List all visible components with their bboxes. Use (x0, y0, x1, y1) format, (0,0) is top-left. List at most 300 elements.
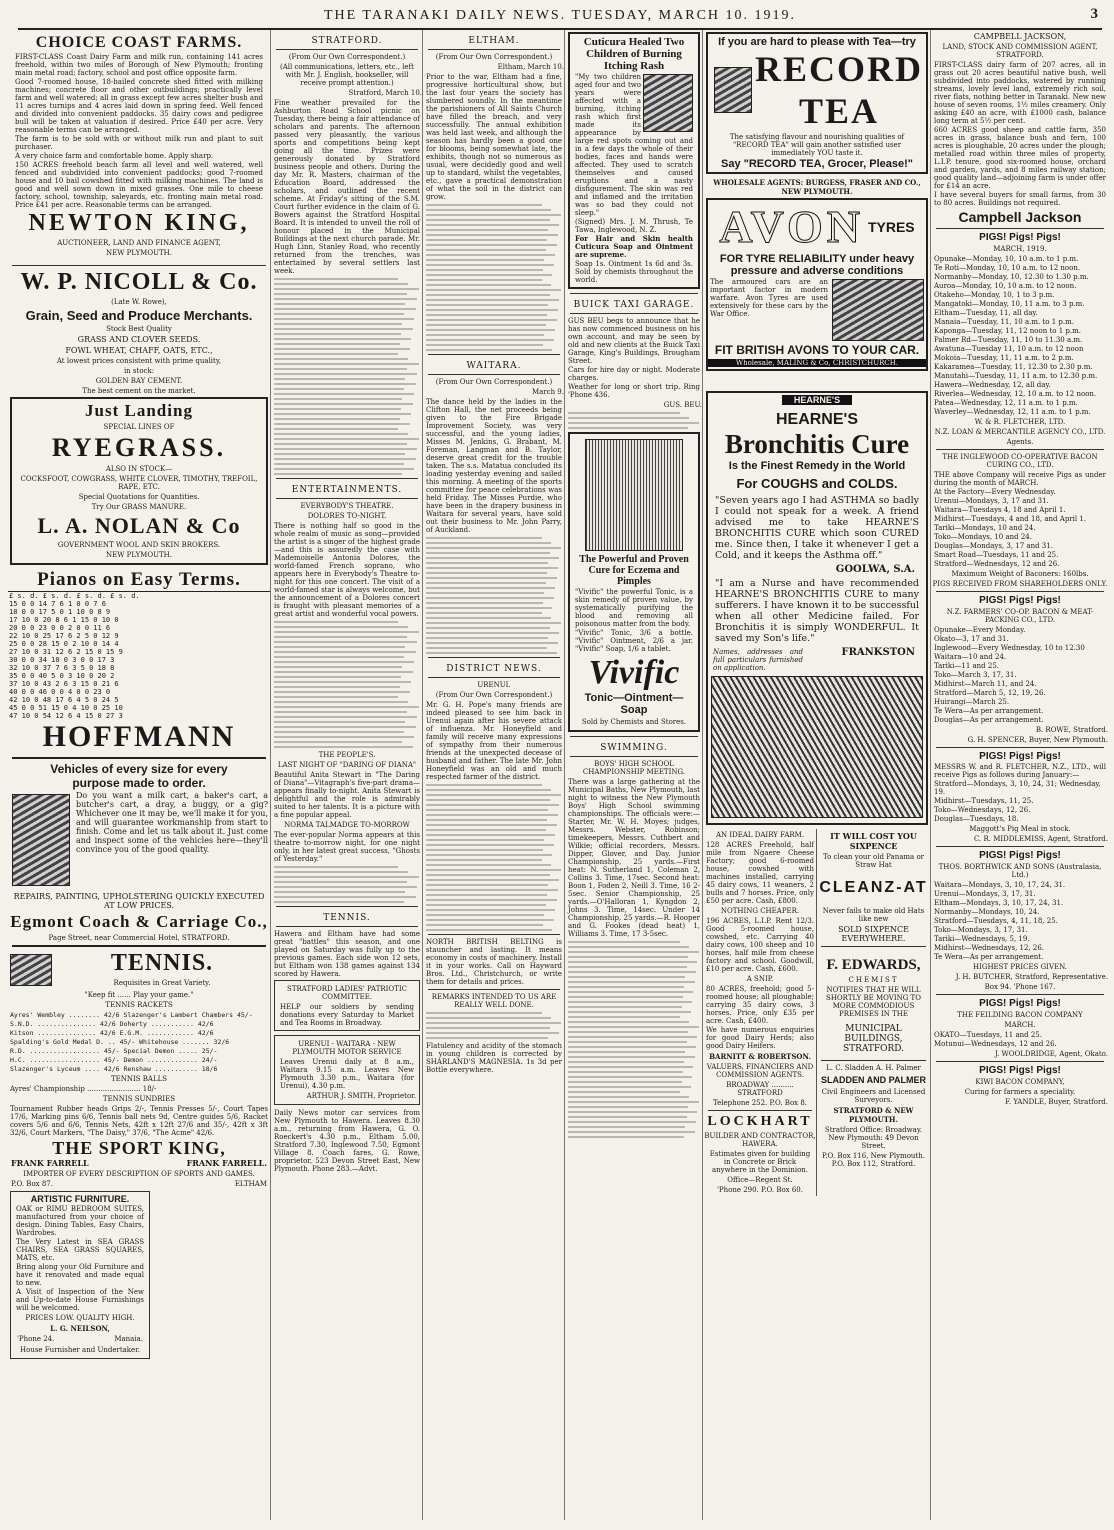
spacer (706, 375, 928, 389)
buick-cars: Cars for hire day or night. Moderate charges. (568, 366, 700, 382)
cuticura-body: "My two children aged four and two years were affected with a burning, itching rash which first made its appearance by large red spots coming out and in a few days the whole of their bodies, faces and hands were affected. They used to scratch themselves and caused eruptions and a nasty disfigurement. The skin was red and inflamed and the irritation was so bad they could not sleep." (575, 73, 693, 217)
artistic-prices: PRICES LOW. QUALITY HIGH. (25, 1314, 135, 1322)
right-ads-stack (817, 829, 930, 1196)
piano-price-cell: 40 0 0 46 0 0 4 0 0 23 0 (9, 688, 111, 696)
pigs-heading-5: PIGS! Pigs! Pigs! (979, 998, 1061, 1009)
sladden-title: SLADDEN AND PALMER (821, 1075, 926, 1085)
eltham-body: Prior to the war, Eltham had a fine, progressive horticultural show, but the last four years the society has slumbered soundly. In the meantime the parishioners of All Saints Church have filled the breach, and very successfully. The annual exhibition was held last week, and although the season has hardly been a good one for blooms, being somewhat late, the exhibits, though not so numerous as usual, were decidedly good and well up to standard, whilst the vegetables, etc., gave a practical demonstration of what the soil in the district can grow. (426, 73, 562, 201)
nicoll-name: W. P. NICOLL & Co. (20, 269, 258, 295)
buick-space (568, 412, 700, 429)
cleanzat-sold: SOLD SIXPENCE EVERYWHERE. (838, 925, 909, 943)
column-6 (932, 30, 1108, 1520)
cuticura-ad (568, 32, 700, 289)
racket-row: H.C. .................. 45/- Demon ............. 24/- (10, 1056, 218, 1064)
tennis-requisites: Requisites in Great Variety. (113, 979, 211, 987)
tennis-racket-illustration (10, 954, 52, 986)
cuticura-foot: For Hair and Skin health Cuticura Soap and Ointment are supreme. (575, 234, 693, 259)
urenui-motor-heading: URENUI - WAITARA - NEW PLYMOUTH MOTOR SERVICE (292, 1040, 402, 1056)
landing-title: Just Landing (85, 401, 193, 420)
piano-price-table (8, 592, 270, 720)
schedule-item: Eltham—Tuesday, 11, all day. (934, 309, 1038, 317)
schedule-item: Douglas—Tuesdays, 18. (934, 815, 1019, 823)
hearnes-title: HEARNE'S (775, 411, 859, 428)
yandle-sign: F. YANDLE, Buyer, Stratford. (1005, 1098, 1108, 1106)
column-4 (566, 30, 703, 1520)
ryegrass-title: RYEGRASS. (51, 433, 227, 462)
record-logo: RECORD TEA (754, 49, 923, 131)
nicoll-market: The best cement on the market. (82, 387, 196, 395)
schedule-item: Te Wera—As per arrangement. (934, 953, 1044, 961)
children-illustration (643, 74, 693, 132)
nicoll-ad (8, 269, 270, 395)
tennis-news-heading: TENNIS. (323, 913, 371, 923)
piano-price-cell: 35 0 0 40 5 0 3 10 0 20 2 (9, 672, 115, 680)
sixpence-heading: IT WILL COST YOU SIXPENCE (830, 831, 917, 851)
racket-row: R.D. .................. 45/- Special Demon ..... 25/- (10, 1047, 218, 1055)
eltham-body-continued (426, 204, 562, 351)
pigs-heading-1: PIGS! Pigs! Pigs! (979, 232, 1061, 243)
column-3 (424, 30, 565, 1520)
swim-continued (568, 941, 700, 1138)
daily-news-motor: Daily News motor car services from New Plymouth to Hawera. Leaves 8.30 a.m., returning from Hawera, G. O. Roeckert's 4.30 p.m., Eltham 5.00, Stratford 7.30, Inglewood 7.50, Egmont Village 8. Coach fares, G. Rowe, proprietor, 523 Devon Street East, New Plymouth. Phone 283.—Advt. (274, 1109, 420, 1173)
sladden-names: L. C. Sladden A. H. Palmer (826, 1064, 921, 1072)
page-number: 3 (1090, 6, 1098, 22)
neilson-phone: 'Phone 24. (17, 1335, 55, 1343)
norma-body: The ever-popular Norma appears at this theatre to-morrow night, for one night only, in her latest great success, "Ghosts of Yesterday." (274, 831, 420, 863)
middlemiss-sign: C. R. MIDDLEMISS, Agent, Stratford. (973, 835, 1108, 843)
stratford-body: Fine weather prevailed for the Ashburton Road School picnic on Tuesday, there being a fair attendance of scholars and parents. The afternoon passed very pleasantly, the various sports and competitions being kept going all the time. Prizes were generously donated by Stratford business people and others. During the day Mr. R. Masters, chairman of the Education Board, addressed the scholars, and outlined the recent scheme. At Friday's sitting of the S.M. Court further evidence in the claim of G. Bowers against the Stratford Hospital Board. It is intended to unveil the roll of honour placed in the Municipal Buildings at the next church parade. Mr. Hugh Linn, Stanley Road, who recently returned from the trenches, was entertained by several settlers last week. (274, 99, 420, 275)
hearnes-testimonial-1: "Seven years ago I had ASTHMA so badly I could not speak for a week. A friend advised me to take HEARNE'S BRONCHITIS CURE which soon CURED me. Since then, I take it whenever I get a Cold, and it keeps the Asthma off." (715, 495, 919, 561)
choice-coast-farms-ad (10, 32, 268, 261)
fletcher-heading: W. & R. FLETCHER, LTD. (974, 418, 1066, 426)
edwards-chemist: CHEMIST (848, 976, 899, 984)
boys-heading: BOYS' HIGH SCHOOL CHAMPIONSHIP MEETING. (582, 760, 686, 776)
schedule-item: Stratford—Mondays, 3, 10, 24, 31; Wednesday, 19. (934, 780, 1101, 796)
artistic-text-2: The Very Latest in SEA GRASS CHAIRS, SEA GRASS SQUARES, MATS, etc. (16, 1238, 144, 1262)
schedule-item: Waverley—Wednesday, 12, 11 a.m. to 1 p.m. (934, 408, 1091, 416)
tennis-ad (8, 950, 270, 1189)
schedule-item: Kaponga—Tuesday, 11, 12 noon to 1 p.m. (934, 327, 1081, 335)
kiwi-heading: KIWI BACON COMPANY, (975, 1078, 1065, 1086)
lockhart-phone: 'Phone 290. P.O. Box 60. (716, 1186, 803, 1194)
artistic-text: OAK or RIMU BEDROOM SUITES, manufactured from your choice of design. Dining Tables, Easy Chairs, Wardrobes. (16, 1205, 144, 1237)
column-5 (704, 30, 931, 1520)
fletcher-notice: MESSRS W. and R. FLETCHER, N.Z., LTD., will receive Pigs as follows during January:— (934, 763, 1106, 779)
schedule-item: Midhirst—Tuesdays, 11, 25. (934, 797, 1034, 805)
schedule-item: Opunake—Every Monday. (934, 626, 1026, 634)
piano-price-cell: 27 10 0 31 12 6 2 15 0 15 9 (9, 648, 123, 656)
buick-sign: GUS. BEU. (663, 401, 702, 409)
farrell-right: FRANK FARRELL. (186, 1158, 267, 1168)
vivific-ad (568, 432, 700, 732)
schedule-item: Tariki—Mondays, 10 and 24. (934, 524, 1036, 532)
barnitt-valuers: VALUERS, FINANCIERS AND COMMISSION AGENTS. (706, 1063, 814, 1079)
edwards-municipal: MUNICIPAL BUILDINGS, STRATFORD. (842, 1024, 905, 1054)
landing-also: ALSO IN STOCK— (105, 465, 173, 473)
schedule-item: Midhirst—Tuesdays, 4 and 18, and April 1. (934, 515, 1087, 523)
nolan-sub: GOVERNMENT WOOL AND SKIN BROKERS. (57, 541, 221, 549)
schedule-item: Eltham—Mondays, 3, 10, 17, 24, 31. (934, 899, 1064, 907)
piano-price-row (8, 664, 270, 672)
norma-heading: NORMA TALMADGE TO-MORROW (284, 821, 410, 829)
tennis-title: TENNIS. (110, 950, 214, 976)
artistic-text-3: Bring along your Old Furniture and have it renovated and made equal to new. (16, 1263, 144, 1287)
piano-price-cell: 22 10 0 25 17 6 2 5 0 12 9 (9, 632, 119, 640)
remarks-continued (426, 1012, 562, 1039)
choice-farms-title: CHOICE COAST FARMS. (35, 34, 243, 51)
schedule-item: Tariki—Wednesdays, 5, 19. (934, 935, 1030, 943)
stratford-note: (All communications, letters, etc., left with Mr. J. English, bookseller, will receive prompt attention.) (280, 63, 414, 87)
vivific-logo: Vivific (588, 654, 680, 691)
woman-illustration (585, 439, 683, 551)
schedule-item: Midhirst—Wednesdays, 12, 26. (934, 944, 1045, 952)
schedule-item: Douglas—Mondays, 3, 17 and 31. (934, 542, 1053, 550)
maggots-meal: Maggott's Pig Meal in stock. (969, 825, 1071, 833)
nzloan-heading: N.Z. LOAN & MERCANTILE AGENCY CO., LTD. (934, 428, 1106, 436)
entertainments-heading: ENTERTAINMENTS. (291, 485, 403, 495)
nicoll-instock: in stock: (123, 367, 155, 375)
record-agents: WHOLESALE AGENTS: BURGESS, FRASER AND CO., NEW PLYMOUTH. (713, 178, 921, 196)
frankston-sign: FRANKSTON (841, 647, 915, 658)
piano-price-cell: 30 0 0 34 10 0 3 0 0 17 3 (9, 656, 115, 664)
piano-price-cell: 17 10 0 20 8 6 1 15 0 10 0 (9, 616, 119, 624)
schedule-item: Stratford—Wednesdays, 12 and 26. (934, 560, 1060, 568)
hoffmann-name: HOFFMANN (42, 720, 236, 753)
sladden-addr: Stratford Office: Broadway. New Plymouth: 49 Devon Street. (824, 1126, 923, 1150)
schedule-item: Toko—Mondays, 3, 17, 31. (934, 926, 1028, 934)
urenui-motor-ad (274, 1035, 420, 1105)
nicoll-stock: Stock Best Quality (106, 325, 172, 333)
piano-price-row (8, 600, 270, 608)
kiwi-body: Curing for farmers a speciality. (964, 1088, 1076, 1096)
newton-king-city: NEW PLYMOUTH. (106, 249, 172, 257)
tennis-news-body: Hawera and Eltham have had some great "battles" this season, and one played on Saturday was fully up to the previous games. Each side won 12 sets, but Eltham won 138 games against 134 scored by Hawera. (274, 930, 420, 978)
patriotic-ad (274, 980, 420, 1031)
coughs-colds: For COUGHS and COLDS. (736, 476, 898, 491)
spencer-sign: G. H. SPENCER, Buyer, New Plymouth. (967, 736, 1108, 744)
campbell-body-3: I have several buyers for small farms, from 30 to 80 acres. Buildings not required. (934, 191, 1106, 207)
schedule-item: Mangatoki—Monday, 10, 11 a.m. to 3 p.m. (934, 300, 1085, 308)
schedule-item: Urenui—Mondays, 3, 17, 31. (934, 890, 1036, 898)
max-weight: Maximum Weight of Baconers: 160lbs. (951, 570, 1089, 578)
avon-agents: Wholesale, MALING & Co, CHRISTCHURCH. (708, 359, 926, 367)
borthwick-heading: THOS. BORTHWICK AND SONS (Australasia, Ltd.) (938, 863, 1102, 879)
schedule-item: Manaia—Tuesday, 11, 10 a.m. to 1 p.m. (934, 318, 1074, 326)
schedule-item: Waitara—10 and 24. (934, 653, 1007, 661)
waitara-corr: (From Our Own Correspondent.) (435, 378, 553, 386)
vivific-headline: The Powerful and Proven Cure for Eczema and Pimples (579, 554, 689, 587)
hearnes-tag: HEARNE'S (782, 395, 852, 405)
farrell-importer: IMPORTER OF EVERY DESCRIPTION OF SPORTS AND GAMES. (23, 1170, 255, 1178)
schedule-item: Toko—Mondays, 10 and 24. (934, 533, 1032, 541)
campbell-body-2: 660 ACRES good sheep and cattle farm, 350 acres in grass, balance bush and fern, 100 acres is ploughable, 20 acres under the plough; metalled road within three miles of property, L.I.P. tenure, good six-roomed house, orchard and garden, yards, and 8 miles railway station; good quality land—adjoining farm is under offer for £14 an acre. (934, 126, 1106, 190)
piano-price-row (8, 624, 270, 632)
farrell-box: P.O. Box 87. (11, 1180, 53, 1188)
cleanzat-never: Never fails to make old Hats like new (822, 907, 925, 923)
sladden-box: P.O. Box 116, New Plymouth. P.O. Box 112, Stratford. (822, 1152, 925, 1168)
pig-schedule-2 (932, 488, 1108, 568)
wooldridge-sign: J. WOOLDRIDGE, Agent, Okato. (994, 1050, 1108, 1058)
choice-text-4: A very choice farm and comfortable home. Apply sharp. (15, 152, 214, 160)
landing-quotations: Special Quotations for Quantities. (78, 493, 200, 501)
choice-text-1: FIRST-CLASS Coast Dairy Farm and milk run, containing 141 acres freehold, within two miles of Borough of New Plymouth; fronting main metal road; factory, school and post office opposite farm. (15, 53, 263, 77)
campbell-sub: LAND, STOCK AND COMMISSION AGENT, STRATFORD. (942, 43, 1098, 59)
lockhart-sub: BUILDER AND CONTRACTOR, HAWERA. (704, 1132, 816, 1148)
pigs-heading-6: PIGS! Pigs! Pigs! (979, 1065, 1061, 1076)
vehicles-ad (8, 762, 270, 942)
racket-row: Slazenger's Lyceum .... 42/6 Renshaw ........... 18/6 (10, 1065, 218, 1073)
swim-body: There was a large gathering at the Municipal Baths, New Plymouth, last night to witness the New Plymouth Boys' High School swimming championships. The officials were:—Starter, Mr. W. H. Moyes; judges, Messrs. Webster, Robinson; timekeepers, Messrs. Cuthbert and Wilkie; official recorders, Messrs. Dipper, Glover, and Day. Junior Championship, 25 yards.—First heat: N. Sutherland 1, Coleman 2, Collins 3. Time, 17sec. Second heat: Boon 1, Foden 2, Neill 3. Time, 16 2-5sec. Senior Championship, 25 yards.—O'Halloran 1, Kyngdon 2, Johns 3. Time, 14sec. Under 14 Championship, 25 yards.—R. Hooper and G. Fookes (dead heat) 1, Williams 3. Time, 17 3-5sec. (568, 778, 700, 938)
schedule-item: Douglas—As per arrangement. (934, 716, 1044, 724)
goolwa-sign: GOOLWA, S.A. (835, 564, 915, 575)
schedule-item: Hawera—Wednesday, 12, all day. (934, 381, 1051, 389)
piano-price-cell: 42 10 0 48 17 6 4 5 0 24 5 (9, 696, 119, 704)
district-news-heading: DISTRICT NEWS. (446, 664, 542, 674)
neilson-name: L. G. NEILSON, (50, 1324, 110, 1333)
record-say: Say "RECORD TEA, Grocer, Please!" (720, 158, 913, 170)
masthead-title: THE TARANAKI DAILY NEWS. TUESDAY, MARCH 10. 1919. (323, 8, 797, 23)
nolan-name: L. A. NOLAN & Co (37, 513, 241, 538)
pianos-ad (8, 569, 270, 754)
urenui-news-heading: URENUI. (477, 681, 511, 689)
piano-price-cell: 45 0 0 51 15 0 4 10 0 25 10 (9, 704, 123, 712)
vehicle-illustration (12, 794, 70, 886)
nicoll-late: (Late W. Rowe), (111, 298, 167, 306)
nzloan-agents: Agents. (1006, 438, 1034, 446)
schedule-item: Awatuna—Tuesday 11, 10 a.m. to 12 noon (934, 345, 1084, 353)
dolores-body-continued (274, 621, 420, 748)
urenui-motor-body: Leaves Urenui daily at 8 a.m., Waitara 9.15 a.m. Leaves New Plymouth 3.30 p.m., Waitara (for Urenui), 4.30 p.m. (280, 1058, 414, 1090)
lockhart-estimates: Estimates given for building in Concrete or Brick anywhere in the Dominion. (709, 1150, 811, 1174)
waitara-body: The dance held by the ladies in the Clifton Hall, the net proceeds being given to the Fire Brigade Improvement Society, was very successful, and the young ladies, Misses M. Jenkins, G. Brabant, M. Foreman, Langman and B. Taylor, deserve great credit for the trouble taken. The s.s. Matatua concluded its loading yesterday evening and sailed this morning. A meeting of the sports committee for peace celebrations was held Friday. The Misses Purdie, who have been in the drapery business in Waitara for several years, have sold out their business to Mr. John Parry, of Auckland. (426, 398, 562, 534)
pigs-heading-3: PIGS! Pigs! Pigs! (979, 751, 1061, 762)
choice-text-2: Good 7-roomed house, 18-bailed concrete shed fitted with milking machines; concrete floor and other outbuildings; practically level farm and well watered; all in grass except few acres shelter bush and 11 acres turnips and 4 acres laid down in spring feed. Well fenced and divided into convenient paddocks. 35 dairy cows and pedigree bull will be taken at valuation if desired. Price £40 per acre. Very reasonable terms can be arranged. (15, 78, 263, 134)
inglewood-body: THE above Company will receive Pigs as under during the month of MARCH. (934, 471, 1106, 487)
waitara-heading: WAITARA. (466, 361, 522, 371)
piano-price-cell: 32 10 0 37 7 6 3 5 0 18 8 (9, 664, 115, 672)
column-2 (272, 30, 423, 1520)
newton-king-sub: AUCTIONEER, LAND AND FINANCE AGENT, (57, 239, 221, 247)
piano-price-row (8, 648, 270, 656)
eltham-heading: ELTHAM. (468, 36, 520, 46)
nothing-heading: NOTHING CHEAPER. (720, 907, 800, 915)
schedule-item: Normanby—Monday, 10, 12.30 to 1.30 p.m. (934, 273, 1089, 281)
hearnes-testimonial-2: "I am a Nurse and have recommended HEARNE'S BRONCHITIS CURE to many sufferers. I have known it to be successful when all other Medicine failed. For Bronchitis it is simply WONDERFUL. It saved my Son's life." (715, 578, 919, 644)
just-landing-ad (10, 397, 268, 565)
piano-price-cell: 37 10 0 43 2 6 3 15 0 21 6 (9, 680, 119, 688)
pig-schedule-1 (932, 255, 1108, 416)
highest-prices: HIGHEST PRICES GIVEN. (972, 963, 1068, 971)
piano-price-cell: 47 10 0 54 12 6 4 15 0 27 3 (9, 712, 123, 720)
pig-schedule-6 (932, 1031, 1108, 1048)
nurse-illustration (711, 676, 923, 818)
piano-price-row (8, 632, 270, 640)
farrell-left: FRANK FARRELL (11, 1158, 89, 1168)
nicoll-prices: At lowest prices consistent with prime quality, (56, 357, 222, 365)
campbell-body: FIRST-CLASS dairy farm of 207 acres, all in grass out 20 acres beautiful native bush, well subdivided into paddocks, watered by running streams, lovely level land, extremely rich soil, river flats, nothing better in Taranaki. New new house of seven rooms, 1½ miles creamery. Only asking £40 an acre, with £1000 cash, balance long term at 5½ per cent. (934, 61, 1106, 125)
bronchitis-title: Bronchitis Cure (724, 429, 910, 459)
racket-row: Spalding's Gold Medal D. .. 45/- Whitehouse ....... 32/6 (10, 1038, 230, 1046)
neilson-town: Manaia. (114, 1335, 143, 1343)
eltham-corr: (From Our Own Correspondent.) (435, 53, 553, 61)
nicoll-tagline: Grain, Seed and Produce Merchants. (25, 308, 253, 323)
edwards-notifies: NOTIFIES THAT HE WILL SHORTLY BE MOVING TO MORE COMMODIOUS PREMISES IN THE (826, 986, 921, 1018)
piano-price-row (8, 592, 270, 600)
pigs-heading-2: PIGS! Pigs! Pigs! (979, 595, 1061, 606)
snip-heading: A SNIP. (746, 975, 774, 983)
choice-text-3: The farm is to be sold with or without milk run and plant to suit purchaser. (15, 135, 263, 151)
masthead (18, 6, 1102, 30)
schedule-item: Stratford—March 5, 12, 19, 26. (934, 689, 1046, 697)
record-tea-ad (706, 32, 928, 174)
barnitt-telephone: Telephone 252. P.O. Box 8. (712, 1099, 808, 1107)
piano-price-row (8, 704, 270, 712)
cuticura-samples: Soap 1s. Ointment 1s 6d and 3s. Sold by chemists throughout the world. (575, 260, 693, 284)
avon-logo: AVON (719, 201, 864, 252)
nicoll-cement: GOLDEN BAY CEMENT. (95, 377, 183, 385)
balls-heading: TENNIS BALLS (110, 1075, 168, 1083)
artistic-furniture-ad (10, 1191, 150, 1359)
nicoll-fowl: FOWL WHEAT, CHAFF, OATS, ETC., (65, 346, 213, 355)
buick-weather: Weather for long or short trip. Ring 'Phone 436. (568, 383, 700, 399)
landing-try: Try Our GRASS MANURE. (91, 503, 187, 511)
pig-schedule-5 (932, 881, 1108, 961)
vehicles-repair: REPAIRS, PAINTING, UPHOLSTERING QUICKLY EXECUTED AT LOW PRICES. (13, 892, 265, 910)
vivific-sold: Sold by Chemists and Stores. (581, 718, 687, 726)
everybodys-heading: EVERYBODY'S THEATRE. (300, 502, 394, 510)
butcher-sign: J. H. BUTCHER, Stratford, Representative. (955, 973, 1108, 981)
urenui-news-body: Mr. G. H. Pope's many friends are indeed pleased to see him back in Urenui again after his severe attack of influenza. Mr. Honeyfield and family will receive many expressions of sympathy from their numerous friends at the unexpected decease of husband and father. The late Mr. John Honeyfield was an old and much respected farmer of the district. (426, 701, 562, 781)
pianos-title: Pianos on Easy Terms. (8, 569, 270, 592)
tennis-keep: "Keep fit ...... Play your game." (84, 991, 194, 999)
vivific-sub: Tonic—Ointment—Soap (584, 692, 684, 716)
schedule-item: Mokoia—Tuesday, 11, 11 a.m. to 2 p.m. (934, 354, 1074, 362)
feilding-heading: THE FEILDING BACON COMPANY (957, 1011, 1083, 1019)
rowe-sign: B. ROWE, Stratford. (1035, 726, 1108, 734)
schedule-item: Waitara—Mondays, 3, 10, 17, 24, 31. (934, 881, 1066, 889)
tea-packet-illustration (714, 67, 752, 113)
schedule-item: Otakeho—Monday, 10, 1 to 3 p.m. (934, 291, 1055, 299)
box94: Box 94. 'Phone 167. (984, 983, 1056, 991)
inglewood-heading: THE INGLEWOOD CO-OPERATIVE BACON CURING CO., LTD. (942, 453, 1098, 469)
barnitt-broadway: BROADWAY .......... STRATFORD (726, 1081, 794, 1097)
avon-tyres-ad (706, 198, 928, 371)
urenui-news-continued (426, 784, 562, 931)
racket-row: S.N.D. ............... 42/6 Doherty ........... 42/6 (10, 1020, 214, 1028)
snip-body: 80 ACRES, freehold; good 5-roomed house; all ploughable; carrying 35 dairy cows, 3 horses. Price, only £35 per acre. Cash, £400. (706, 985, 814, 1025)
last-night-heading: LAST NIGHT OF "DARING OF DIANA" (277, 761, 417, 769)
avon-tyres-label: TYRES (867, 218, 915, 235)
finest-remedy: Is the Finest Remedy in the World (728, 460, 906, 472)
cuticura-sign: (Signed) Mrs. J. M. Thrush, Te Tawa, Inglewood, N. Z. (575, 218, 693, 234)
piano-price-row (8, 680, 270, 688)
nothing-body: 196 ACRES, L.I.P. Rent 12/3. Good 5-roomed house, cowshed, etc. Carrying 40 dairy cows, 100 sheep and 10 horses, half mile from cheese factory and school. Goodwill, £10 per acre. Cash, £600. (706, 917, 814, 973)
artistic-title: ARTISTIC FURNITURE. (30, 1194, 130, 1204)
avon-fit: FIT BRITISH AVONS TO YOUR CAR. (714, 343, 920, 357)
vivific-body: "Vivific" the powerful Tonic, is a skin remedy of proven value, by systematically purifying the blood and removing all poisonous matter from the body. (575, 588, 693, 628)
artistic-text-4: A Visit of Inspection of the New and Up-to-date House Furnishings will be welcomed. (16, 1288, 144, 1312)
remarks-heading: REMARKS INTENDED TO US ARE REALLY WELL DONE. (431, 993, 557, 1009)
belting-ad: NORTH BRITISH BELTING is stauncher and lasting. It means economy in costs of machinery. Install it in your works. Call on Hayward Bros. Ltd., Christchurch, or write them for details and prices. (426, 938, 562, 986)
hearnes-ad (706, 391, 928, 825)
patriotic-body: HELP our soldiers by sending donations every Saturday to Market and Tea Rooms in Broadway. (280, 1003, 414, 1027)
piano-price-row (8, 616, 270, 624)
enquiries: We have numerous enquiries for good Dairy Herds; also good Dairy Heifers. (706, 1026, 814, 1050)
newton-king-name: NEWTON KING, (28, 210, 250, 236)
landing-sub: SPECIAL LINES OF (103, 423, 175, 431)
landing-list: COCKSFOOT, COWGRASS, WHITE CLOVER, TIMOTHY, TREFOIL, RAPE, ETC. (20, 475, 258, 491)
buick-body: GUS BEU begs to announce that he has now commenced business on his own account, and may be seen by old and new clients at the Buick Taxi Garage, King's Buildings, Brougham Street. (568, 317, 700, 365)
schedule-item: Palmer Rd—Tuesday, 11, 10 to 11.30 a.m. (934, 336, 1083, 344)
schedule-item: Stratford—Tuesdays, 4, 11, 18, 25. (934, 917, 1058, 925)
dolores-heading: DOLORES TO-NIGHT. (307, 512, 387, 520)
schedule-item: Te Wera—As per arrangement. (934, 707, 1044, 715)
armoured-car-illustration (832, 279, 924, 341)
vivific-price: "Vivific" Tonic, 3/6 a bottle. "Vivific" Ointment, 2/6 a jar. "Vivific" Soap, 1/6 a tablet. (575, 629, 693, 653)
piano-price-cell: £ s. d. £ s. d. £ s. d. £ s. d. (9, 592, 140, 600)
racket-row: Kitson ............... 42/6 E.G.M. ............ 42/6 (10, 1029, 214, 1037)
pig-schedule-4 (932, 780, 1108, 823)
schedule-item: Huirangi—March 25. (934, 698, 1010, 706)
cleanzat-logo: CLEANZ-AT (819, 879, 928, 896)
schedule-item: Auroa—Monday, 10, 10 a.m. to 12 noon. (934, 282, 1077, 290)
piano-price-row (8, 712, 270, 720)
dairy-farms-ad (704, 829, 817, 1196)
feilding-march: MARCH. (1004, 1021, 1036, 1029)
buick-heading: BUICK TAXI GARAGE. (573, 300, 695, 310)
piano-price-cell: 20 0 0 23 0 0 2 0 0 11 6 (9, 624, 111, 632)
sixpence-sub: To clean your old Panama or Straw Hat (822, 853, 925, 869)
stratford-dateline: Stratford, March 10. (348, 89, 422, 97)
edwards-name: F. EDWARDS, (826, 957, 921, 973)
schedule-item: Waitara—Tuesdays 4, 18 and April 1. (934, 506, 1066, 514)
lockhart-name: LOCKHART (707, 1114, 813, 1129)
choice-text-5: 150 ACRES freehold beach farm all level and well watered, well fenced and subdivided into convenient paddocks; good 7-roomed house and 10 bail cowshed fitted with milking machines. The land is good and well sown down in mixed grasses. One mile to cheese factory, school, township, saleyards, etc. fronting main metal road. Price £41 per acre. Reasonable terms can be arranged. (15, 161, 263, 209)
stomach-ad: Flatulency and acidity of the stomach in young children is corrected by SHARLAND'S MAGNESIA. 1s 3d per Bottle everywhere. (426, 1042, 562, 1074)
racket-row: Ayres' Wembley ........ 42/6 Slazenger's Lambert Chambers 45/- (10, 1011, 253, 1019)
schedule-item: At the Factory—Every Wednesday. (934, 488, 1056, 496)
peoples-heading: THE PEOPLE'S. (318, 751, 376, 759)
waitara-body-continued (426, 537, 562, 654)
swimming-heading: SWIMMING. (600, 743, 668, 753)
nolan-city: NEW PLYMOUTH. (106, 551, 172, 559)
schedule-item: Toko—March 3, 17, 31. (934, 671, 1017, 679)
schedule-item: Inglewood—Every Wednesday, 10 to 12.30 (934, 644, 1085, 652)
pigs-heading-4: PIGS! Pigs! Pigs! (979, 850, 1061, 861)
campbell-logo: Campbell Jackson (958, 209, 1082, 225)
piano-price-row (8, 696, 270, 704)
dolores-body: There is nothing half so good in the whole realm of music as song—provided the artist is a singer of the highest grade—and this is assuredly the case with Mademoiselle Antonia Dolores, the world-famed French soprano, who appears here in Everybody's Theatre to-night for this one concert. The visit of a world-famed star is always welcome, but the announcement of a Dolores concert is fraught with pleasant memories of a great artist and wonderful vocal powers. (274, 522, 420, 618)
urenui-motor-sign: ARTHUR J. SMITH, Proprietor. (306, 1092, 416, 1100)
march-1919: MARCH, 1919. (993, 245, 1047, 253)
schedule-item: Opunake—Monday, 10, 10 a.m. to 1 p.m. (934, 255, 1079, 263)
schedule-item: Okato—3, 17 and 31. (934, 635, 1009, 643)
schedule-item: Riverlea—Wednesday, 12, 10 a.m. to 12 noon. (934, 390, 1097, 398)
eltham-dateline: Eltham, March 10. (497, 63, 564, 71)
vehicles-title: Vehicles of every size for every (50, 762, 228, 776)
vehicles-text: Do you want a milk cart, a baker's cart, a butcher's cart, a dray, a buggy, or a gig? Whichever one it may be, we'll make it for you, and will guarantee workmanship from start to finish. Come and let us talk about it. Just come and inspect some of the vehicles here—they'll convince you of the good quality. (76, 791, 268, 854)
column-1 (8, 30, 271, 1520)
schedule-item: Toko—Wednesdays, 12, 26. (934, 806, 1031, 814)
stratford-body-continued (274, 278, 420, 475)
ideal-heading: AN IDEAL DAIRY FARM. (715, 831, 805, 839)
norma-body-continued (274, 866, 420, 903)
piano-price-row (8, 640, 270, 648)
avon-for: FOR TYRE RELIABILITY under heavy pressure and adverse conditions (719, 253, 915, 277)
schedule-item: OKATO—Tuesdays, 11 and 25. (934, 1031, 1042, 1039)
farrell-town: ELTHAM (234, 1180, 267, 1188)
piano-price-row (8, 656, 270, 664)
